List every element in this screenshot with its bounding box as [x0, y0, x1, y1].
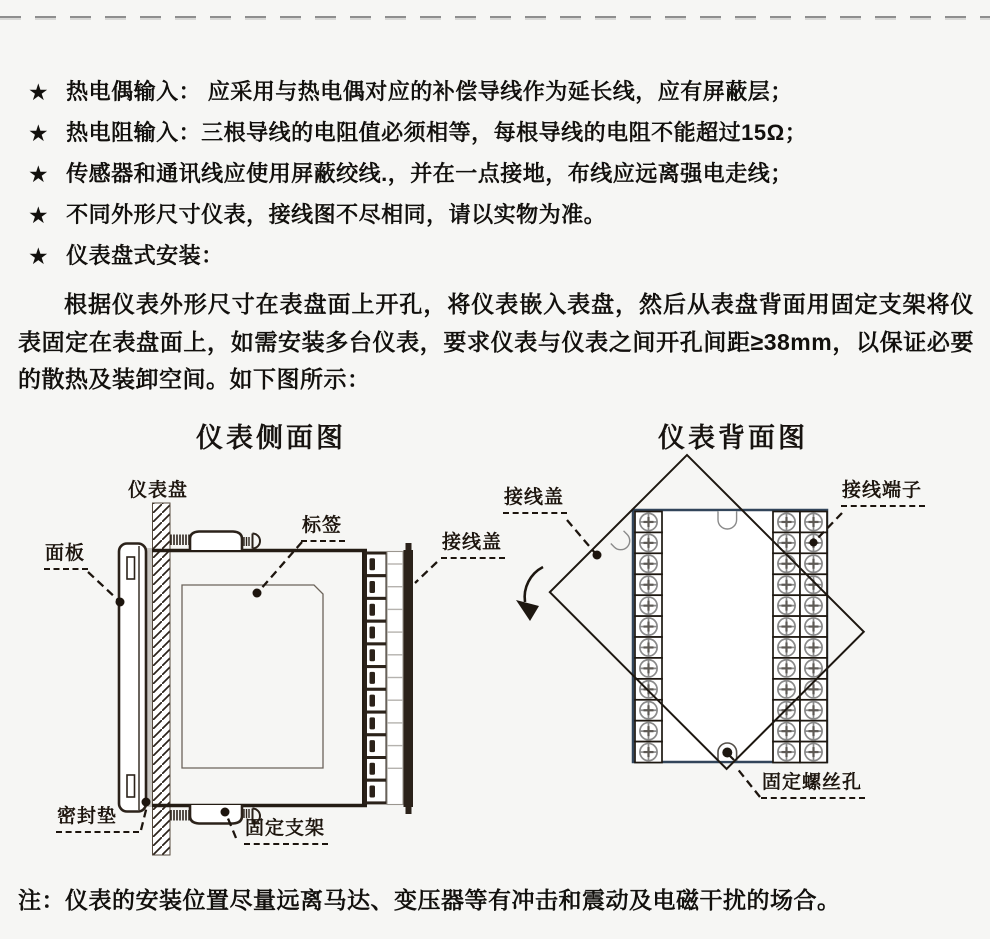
edge-notch [611, 531, 634, 554]
bottom-note: 注：仪表的安装位置尽量远离马达、变压器等有冲击和震动及电磁干扰的场合。 [18, 887, 841, 913]
bullet-text: 仪表盘式安装： [66, 243, 224, 268]
label-sticker: 标签 [301, 515, 345, 542]
label-seal-gasket: 密封垫 [56, 806, 139, 833]
bullet-text: 热电阻输入：三根导线的电阻值必须相等，每根导线的电阻不能超过15Ω； [66, 120, 808, 145]
bullet-list [28, 78, 968, 283]
label-fixing-bracket: 固定支架 [244, 818, 328, 845]
star-icon: ★ [28, 243, 50, 269]
bullet-item [28, 242, 968, 270]
fixing-screw-hole [718, 743, 737, 761]
star-icon: ★ [28, 120, 50, 146]
terminal-column-left [635, 512, 662, 763]
front-bezel [119, 544, 146, 812]
dashed-divider [0, 16, 990, 20]
side-view-title: 仪表侧面图 [196, 423, 346, 454]
terminal-cover-bar [404, 543, 414, 814]
bullet-item [28, 201, 968, 229]
installation-paragraph: 根据仪表外形尺寸在表盘面上开孔，将仪表嵌入表盘，然后从表盘背面用固定支架将仪表固定在表盘面上，如需安装多台仪表，要求仪表与仪表之间开孔间距≥38mm，以保证必要的散热及装卸空间。如下图所示： [18, 291, 974, 392]
panel-wall [153, 503, 171, 855]
label-fixing-screw-hole: 固定螺丝孔 [761, 772, 865, 799]
label-front-panel: 面板 [44, 543, 88, 570]
star-icon: ★ [28, 79, 50, 105]
bullet-item [28, 119, 968, 147]
label-terminal-block: 接线端子 [841, 480, 925, 507]
bullet-text: 传感器和通讯线应使用屏蔽绞线.，并在一点接地，布线应远离强电走线； [66, 161, 793, 186]
bullet-text: 不同外形尺寸仪表，接线图不尽相同，请以实物为准。 [66, 202, 607, 227]
rotate-arrow-icon [516, 567, 543, 621]
star-icon: ★ [28, 202, 50, 228]
label-terminal-cover-back: 接线盖 [503, 487, 567, 514]
bullet-item [28, 78, 968, 106]
back-view-title: 仪表背面图 [658, 423, 808, 454]
fixing-bracket-top [171, 532, 260, 551]
rear-terminal-stack [366, 552, 404, 805]
star-icon: ★ [28, 161, 50, 187]
label-terminal-cover-side: 接线盖 [441, 532, 505, 559]
bullet-item [28, 160, 968, 188]
label-panel-board: 仪表盘 [128, 480, 189, 501]
bullet-text: 热电偶输入： 应采用与热电偶对应的补偿导线作为延长线，应有屏蔽层； [66, 79, 793, 104]
top-notch [718, 511, 737, 529]
label-sticker-rect [182, 585, 323, 768]
